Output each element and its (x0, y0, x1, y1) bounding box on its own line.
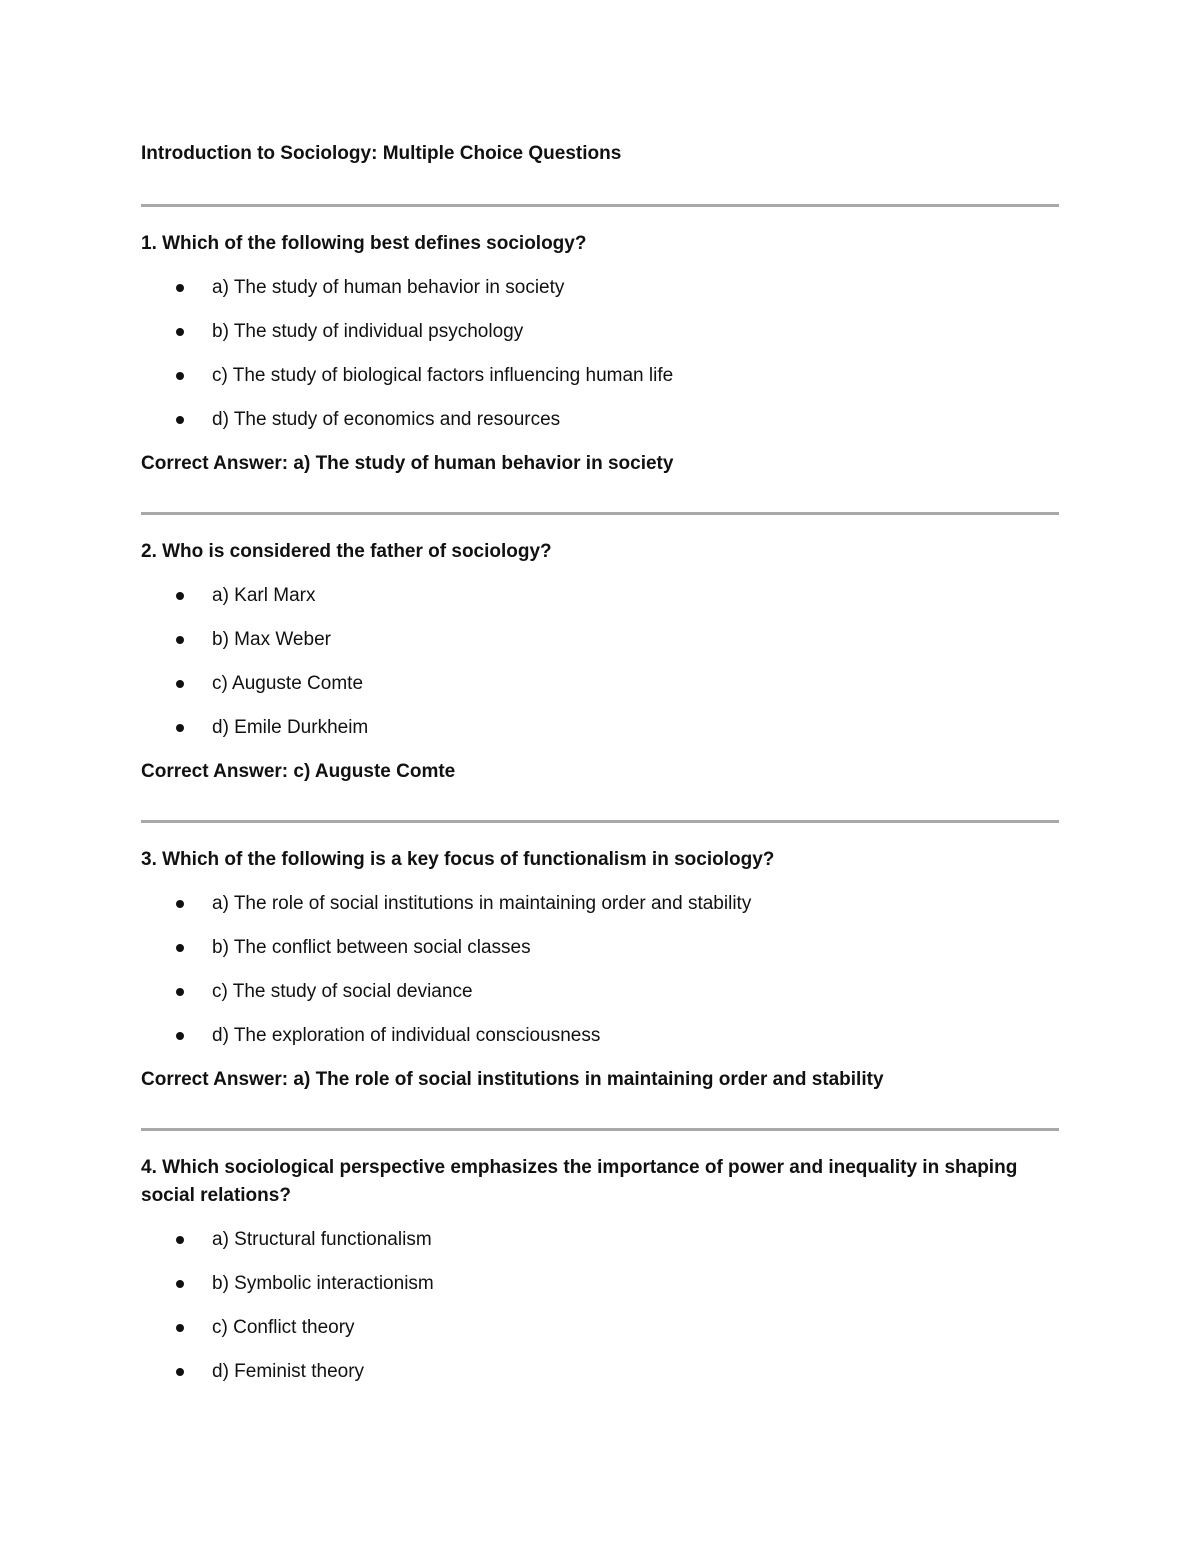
option-item (141, 582, 1059, 610)
bullet-icon (176, 1236, 184, 1244)
question-block-4 (141, 1154, 1059, 1386)
correct-answer: Correct Answer: a) The role of social institutions in maintaining order and stability (141, 1069, 884, 1090)
option-item (141, 274, 1059, 302)
section-divider (141, 820, 1059, 823)
question-block-3 (141, 846, 1059, 1094)
option-item (141, 1226, 1059, 1254)
option-item (141, 406, 1059, 434)
option-label: b) The conflict between social classes (212, 937, 531, 958)
bullet-icon (176, 1324, 184, 1332)
option-item (141, 318, 1059, 346)
option-item (141, 714, 1059, 742)
bullet-icon (176, 724, 184, 732)
section-divider (141, 204, 1059, 207)
correct-answer: Correct Answer: a) The study of human behavior in society (141, 453, 674, 474)
option-label: b) The study of individual psychology (212, 321, 524, 342)
bullet-icon (176, 1368, 184, 1376)
bullet-icon (176, 416, 184, 424)
option-item (141, 1270, 1059, 1298)
option-label: a) Karl Marx (212, 585, 316, 606)
option-label: d) Feminist theory (212, 1361, 365, 1382)
section-divider (141, 512, 1059, 515)
question-text: 1. Which of the following best defines sociology? (141, 233, 587, 254)
bullet-icon (176, 1032, 184, 1040)
document-page (141, 140, 1059, 1386)
bullet-icon (176, 328, 184, 336)
bullet-icon (176, 284, 184, 292)
bullet-icon (176, 592, 184, 600)
option-item (141, 1022, 1059, 1050)
section-divider (141, 1128, 1059, 1131)
option-item (141, 1358, 1059, 1386)
question-text: 2. Who is considered the father of sociology? (141, 541, 552, 562)
bullet-icon (176, 680, 184, 688)
option-label: d) Emile Durkheim (212, 717, 369, 738)
bullet-icon (176, 1280, 184, 1288)
option-label: c) Auguste Comte (212, 673, 364, 694)
option-list (141, 1226, 1059, 1386)
option-label: a) The study of human behavior in society (212, 277, 565, 298)
option-label: b) Symbolic interactionism (212, 1273, 434, 1294)
option-item (141, 890, 1059, 918)
option-item (141, 1314, 1059, 1342)
bullet-icon (176, 372, 184, 380)
question-block-1 (141, 230, 1059, 478)
page-title: Introduction to Sociology: Multiple Choice Questions (141, 143, 622, 164)
bullet-icon (176, 988, 184, 996)
option-list (141, 582, 1059, 742)
question-text: 4. Which sociological perspective emphasizes the importance of power and inequality in shaping social relations? (141, 1157, 1018, 1206)
option-item (141, 626, 1059, 654)
correct-answer: Correct Answer: c) Auguste Comte (141, 761, 456, 782)
question-text: 3. Which of the following is a key focus of functionalism in sociology? (141, 849, 775, 870)
option-item (141, 934, 1059, 962)
option-label: a) The role of social institutions in maintaining order and stability (212, 893, 752, 914)
option-label: a) Structural functionalism (212, 1229, 432, 1250)
bullet-icon (176, 636, 184, 644)
option-item (141, 978, 1059, 1006)
bullet-icon (176, 944, 184, 952)
option-label: b) Max Weber (212, 629, 331, 650)
question-block-2 (141, 538, 1059, 786)
option-list (141, 890, 1059, 1050)
option-label: d) The exploration of individual consciousness (212, 1025, 601, 1046)
option-label: c) The study of biological factors influencing human life (212, 365, 674, 386)
option-list (141, 274, 1059, 434)
option-label: c) Conflict theory (212, 1317, 355, 1338)
bullet-icon (176, 900, 184, 908)
option-item (141, 362, 1059, 390)
option-item (141, 670, 1059, 698)
option-label: d) The study of economics and resources (212, 409, 561, 430)
option-label: c) The study of social deviance (212, 981, 473, 1002)
